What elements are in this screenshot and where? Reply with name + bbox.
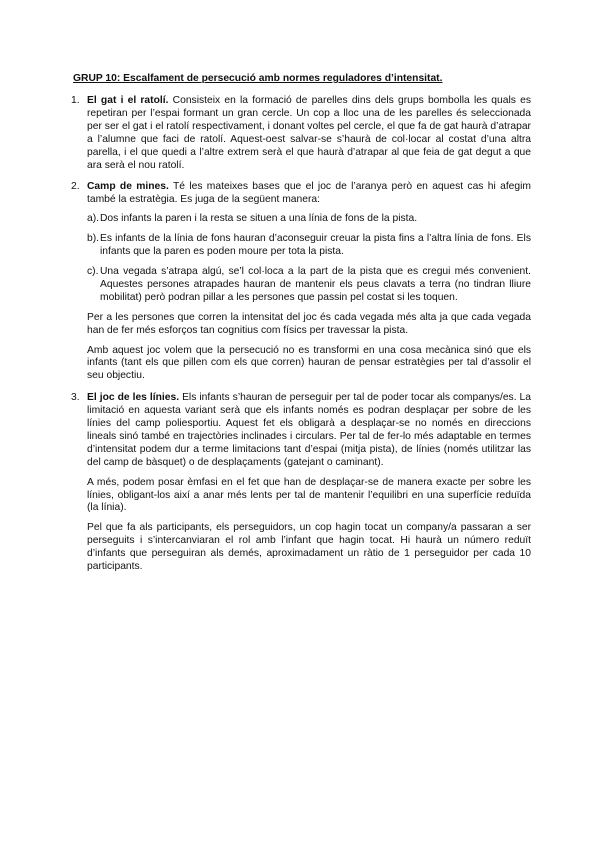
item-body: Consisteix en la formació de parelles dins dels grups bombolla les quals es repetiran per l’espai formant un gran cercle. Un cop a lloc una de les parelles és seleccionada per ser el gat i el ratolí respectivament, i donant voltes pel cercle, el que fa de gat haurà d’atrapar a l’alumne que faci de ratolí. Aquest-oest salvar-se s’haurà de col·locar al costat d’una altra parella, i el que quedi a l’altre extrem serà el que haurà d’atrapar al que feia de gat degut a que ara serà el nou ratolí. xyxy=(87,95,531,171)
sub-list-item xyxy=(87,266,531,305)
item-number: 2. xyxy=(71,181,80,193)
item-heading: El gat i el ratolí. xyxy=(87,95,169,106)
item-number: 1. xyxy=(71,95,80,106)
list-item xyxy=(71,95,531,172)
item-paragraph: Amb aquest joc volem que la persecució no es transformi en una cosa mecànica sinó que els infants (tant els que pillen com els que corren) hauran de pensar estratègies per tal d’assolir el seu objectiu. xyxy=(87,344,531,382)
item-paragraph: Per a les persones que corren la intensitat del joc és cada vegada més alta ja que cada vegada han de fer més esforços tan cognitius com físics per travessar la pista. xyxy=(87,311,531,336)
list-item xyxy=(71,392,531,574)
activity-list xyxy=(71,95,531,574)
item-paragraph: A més, podem posar èmfasi en el fet que han de desplaçar-se de manera exacte per sobre les línies, obligant-los així a anar més lents per tal de mantenir l’equilibri en una superfície reduïda (la línia). xyxy=(87,476,531,514)
sub-item-text: Una vegada s’atrapa algú, se’l col·loca a la part de la pista que es cregui més convenient. Aquestes persones atrapades hauran de mantenir els peus clavats a terra (no tindran lliure mobilitat) però podran pillar a les persones que passin pel costat si les toquen. xyxy=(100,265,531,303)
item-paragraph: Pel que fa als participants, els perseguidors, un cop hagin tocat un company/a passaran a ser perseguits i s’intercanviaran el rol amb l’infant que hagin tocat. Hi haurà un número reduït d’infants que perseguiran als demés, aproximadament un ràtio de 1 perseguidor per cada 10 participants. xyxy=(87,522,531,573)
sub-item-letter: c). xyxy=(87,265,99,277)
sub-list-item xyxy=(87,233,531,259)
item-paragraph xyxy=(87,181,531,207)
item-number: 3. xyxy=(71,392,80,404)
item-body: Té les mateixes bases que el joc de l’aranya però en aquest cas hi afegim també la estratègia. Es juga de la següent manera: xyxy=(87,181,531,206)
item-paragraph xyxy=(87,95,531,172)
item-heading: Camp de mines. xyxy=(87,181,169,193)
sub-item-letter: b). xyxy=(87,233,100,245)
item-heading: El joc de les línies. xyxy=(87,392,180,404)
sub-list-item xyxy=(87,213,531,226)
item-paragraph xyxy=(87,392,531,469)
sub-item-text: Dos infants la paren i la resta se situen a una línia de fons de la pista. xyxy=(100,213,418,225)
list-item xyxy=(71,181,531,383)
sub-item-text: Es infants de la línia de fons hauran d’aconseguir creuar la pista fins a l’altra línia de fons. Els infants que la paren es poden moure per tota la pista. xyxy=(100,233,531,258)
item-body: Els infants s’hauran de perseguir per tal de poder tocar als companys/es. La limitació en aquesta variant serà que els infants només es podran desplaçar per sobre de les línies del camp poliesportiu. Aquest fet els obligarà a desplaçar-se no només en direccions lineals sinó també en trajectòries inclinades i circulars. Per tal de fer-lo més adaptable en termes d’intensitat podem dur a terme limitacions tant d’espai (mitja pista), de línies (només utilitzar las del camp de bàsquet) o de desplaçaments (gatejant o caminant). xyxy=(87,392,531,468)
sub-item-letter: a). xyxy=(87,213,100,225)
sub-list xyxy=(87,213,531,304)
document-title: GRUP 10: Escalfament de persecució amb normes reguladores d’intensitat. xyxy=(73,73,443,84)
